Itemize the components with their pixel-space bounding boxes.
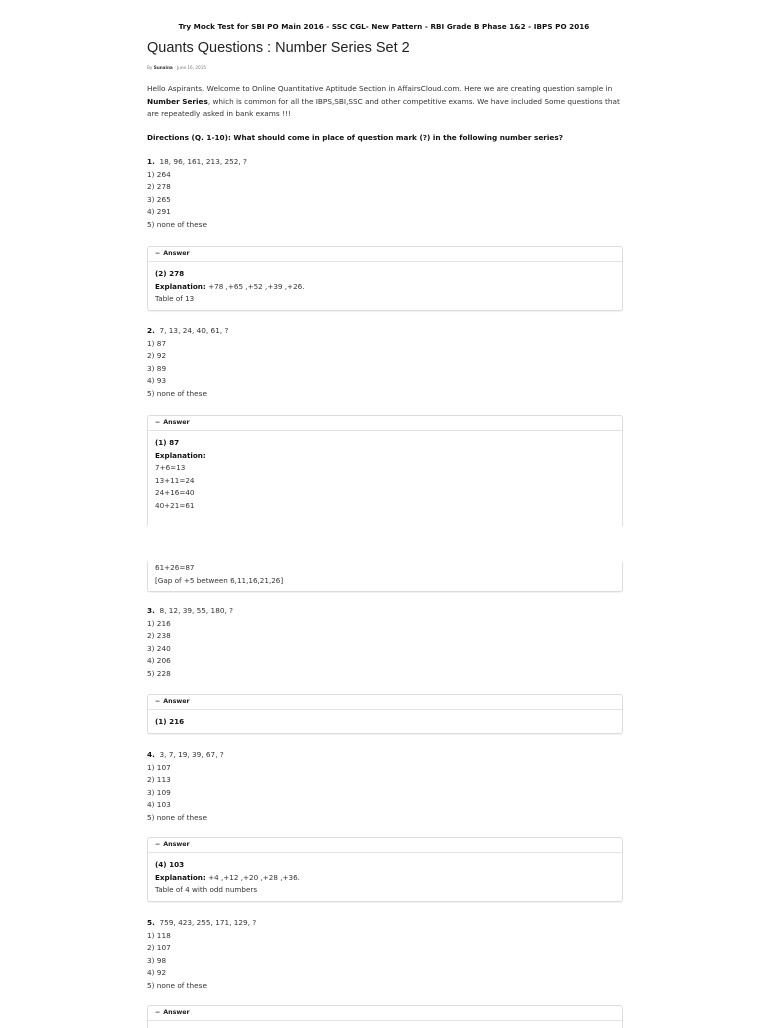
question-number: 2. [147, 326, 155, 335]
answer-toggle-label: Answer [163, 1009, 190, 1016]
question-5 [147, 917, 621, 993]
option: 1) 264 [147, 169, 171, 179]
question-number: 1. [147, 157, 155, 166]
option: 2) 113 [147, 775, 171, 785]
option: 2) 107 [147, 943, 171, 953]
option: 2) 238 [147, 631, 171, 641]
question-4 [147, 749, 621, 825]
answer-toggle[interactable] [148, 1006, 622, 1021]
answer-choice: (1) 216 [155, 717, 185, 726]
answer-toggle-label: Answer [163, 841, 190, 848]
question-3 [147, 605, 621, 681]
answer-panel-3 [147, 694, 623, 734]
byline-prefix: By [147, 65, 153, 70]
question-number: 3. [147, 606, 155, 615]
question-series: 8, 12, 39, 55, 180, ? [159, 606, 233, 615]
explanation-label: Explanation: [155, 450, 206, 460]
option: 5) none of these [147, 388, 207, 398]
minus-icon: − [155, 419, 161, 426]
explanation-text: +78 ,+65 ,+52 ,+39 ,+26. [208, 281, 305, 291]
answer-panel-2 [147, 415, 623, 526]
question-1 [147, 156, 621, 232]
directions: Directions (Q. 1-10): What should come in place of question mark (?) in the following number series? [147, 133, 563, 142]
byline [147, 65, 206, 70]
explanation-note: 7+6=13 [155, 463, 186, 473]
intro-text-2: , which is common for all the IBPS,SBI,SSC and other competitive exams. We have included Some questions that are repeatedly asked in bank exams !!! [147, 96, 620, 118]
question-series: 7, 13, 24, 40, 61, ? [159, 326, 229, 335]
option: 5) 228 [147, 668, 171, 678]
intro-paragraph [147, 83, 621, 121]
promo-banner-link[interactable]: Try Mock Test for SBI PO Main 2016 - SSC CGL- New Pattern - RBI Grade B Phase 1&2 - IBPS PO 2016 [178, 22, 590, 31]
answer-panel-2-continued [147, 562, 623, 592]
answer-panel-5 [147, 1005, 623, 1028]
explanation-note: 40+21=61 [155, 500, 195, 510]
explanation-label: Explanation: [155, 872, 206, 882]
option: 1) 118 [147, 930, 171, 940]
option: 5) none of these [147, 980, 207, 990]
question-number: 4. [147, 750, 155, 759]
answer-toggle-label: Answer [163, 250, 190, 257]
option: 3) 89 [147, 363, 167, 373]
explanation-text: +4 ,+12 ,+20 ,+28 ,+36. [208, 872, 300, 882]
minus-icon: − [155, 698, 161, 705]
explanation-note: Table of 4 with odd numbers [155, 885, 258, 895]
question-series: 3, 7, 19, 39, 67, ? [159, 750, 224, 759]
option: 4) 93 [147, 376, 167, 386]
intro-bold: Number Series [147, 96, 208, 106]
question-series: 759, 423, 255, 171, 129, ? [159, 918, 257, 927]
option: 3) 109 [147, 787, 171, 797]
option: 4) 103 [147, 800, 171, 810]
answer-choice: (2) 278 [155, 269, 185, 278]
answer-toggle-label: Answer [163, 698, 190, 705]
minus-icon: − [155, 841, 161, 848]
answer-toggle[interactable] [148, 838, 622, 853]
option: 2) 92 [147, 351, 167, 361]
option: 1) 87 [147, 338, 167, 348]
explanation-note: [Gap of +5 between 6,11,16,21,26] [155, 575, 284, 585]
option: 4) 92 [147, 968, 167, 978]
explanation-note: 61+26=87 [155, 563, 195, 572]
option: 5) none of these [147, 219, 207, 229]
answer-toggle[interactable] [148, 247, 622, 262]
answer-choice: (1) 87 [155, 438, 180, 447]
intro-text-1: Hello Aspirants. Welcome to Online Quantitative Aptitude Section in AffairsCloud.com. Here we are creating question sample in [147, 84, 613, 93]
byline-separator: - [172, 65, 177, 70]
question-2 [147, 325, 621, 401]
answer-toggle[interactable] [148, 695, 622, 710]
minus-icon: − [155, 250, 161, 257]
explanation-note: 13+11=24 [155, 475, 195, 485]
option: 3) 265 [147, 194, 171, 204]
answer-choice: (4) 103 [155, 860, 185, 869]
option: 1) 216 [147, 618, 171, 628]
answer-toggle-label: Answer [163, 419, 190, 426]
explanation-note: 24+16=40 [155, 488, 195, 498]
post-date: June 16, 2015 [176, 65, 207, 70]
option: 5) none of these [147, 812, 207, 822]
question-series: 18, 96, 161, 213, 252, ? [159, 157, 247, 166]
answer-toggle[interactable] [148, 416, 622, 431]
explanation-note: Table of 13 [155, 294, 195, 304]
option: 4) 291 [147, 207, 171, 217]
author-link[interactable]: Sunaina [153, 65, 173, 70]
option: 1) 107 [147, 762, 171, 772]
minus-icon: − [155, 1009, 161, 1016]
explanation-label: Explanation: [155, 281, 206, 291]
option: 3) 98 [147, 955, 167, 965]
page-title: Quants Questions : Number Series Set 2 [147, 40, 410, 56]
question-number: 5. [147, 918, 155, 927]
answer-panel-4 [147, 837, 623, 902]
option: 2) 278 [147, 182, 171, 192]
answer-panel-1 [147, 246, 623, 311]
option: 4) 206 [147, 656, 171, 666]
option: 3) 240 [147, 643, 171, 653]
